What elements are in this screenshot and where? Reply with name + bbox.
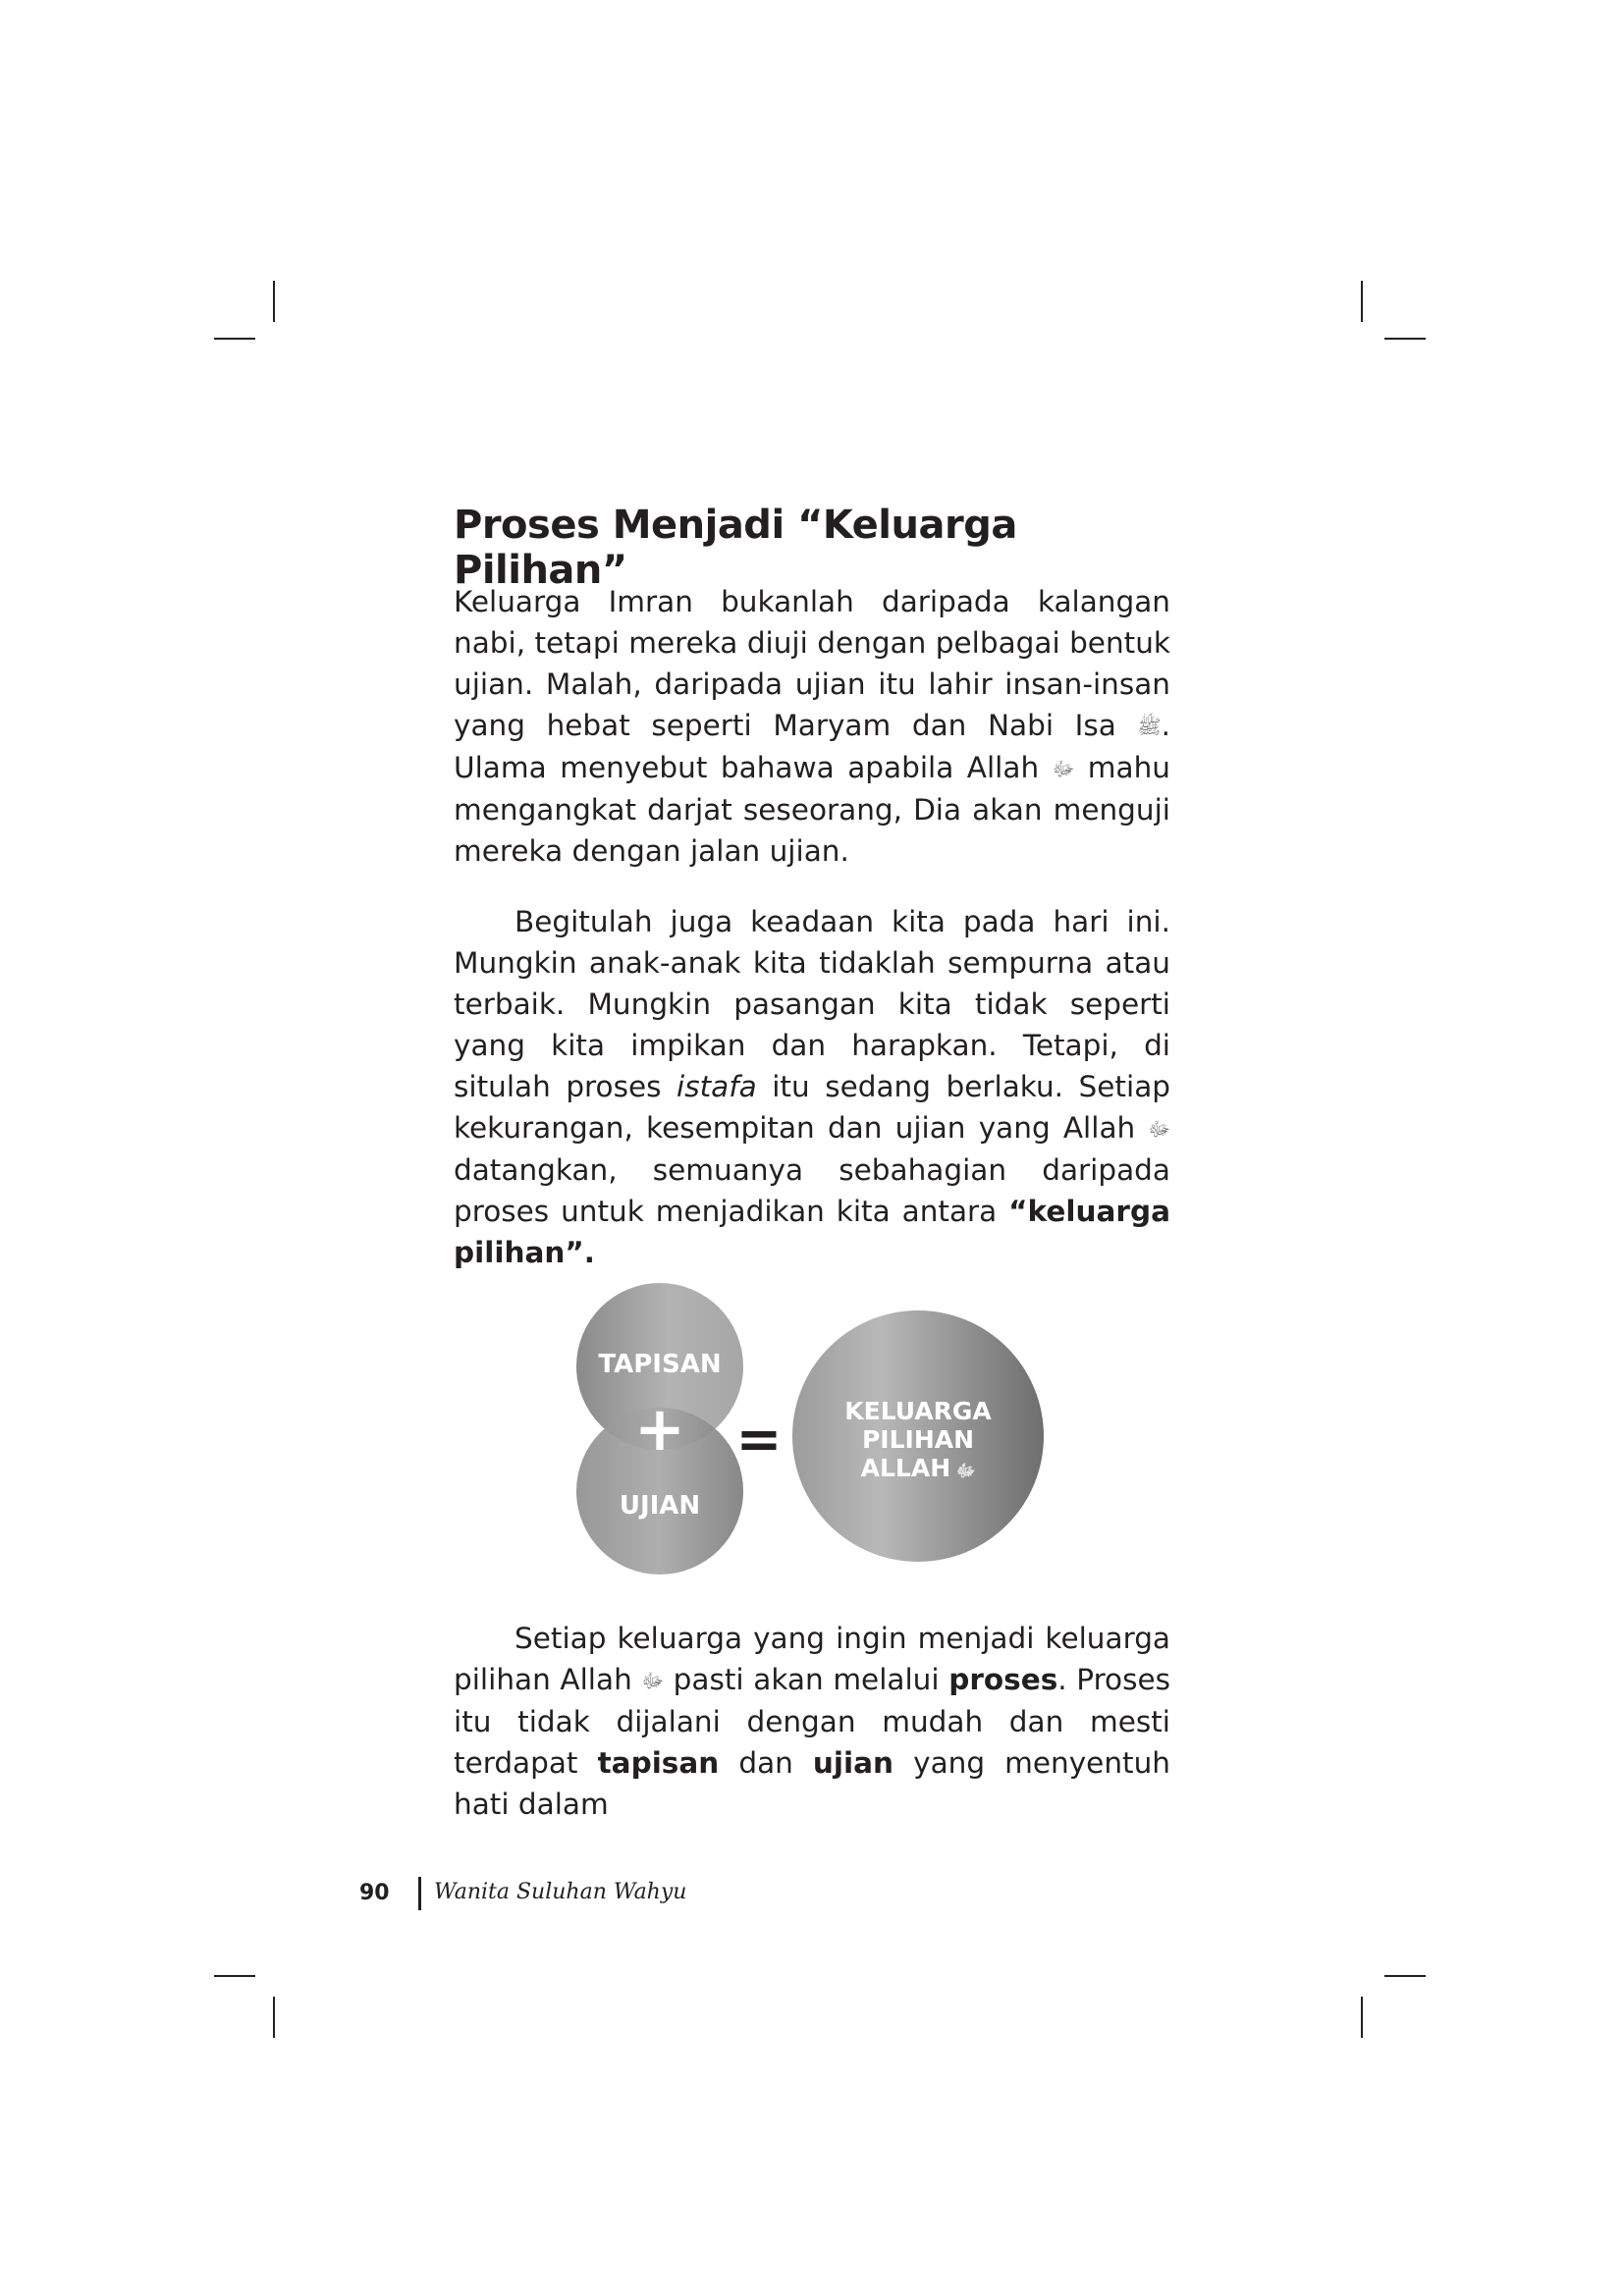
paragraph-3-text-b: pasti akan melalui [664,1663,949,1696]
paragraph-1-text-c: mahu mengangkat darjat seseorang, Dia akan menguji mereka dengan jalan ujian. [454,751,1170,868]
crop-mark-top-right-h [1384,338,1426,340]
swt-icon: ﷻ [641,1669,665,1692]
crop-mark-bottom-right-v [1361,1997,1363,2038]
family-diagram [569,1281,1051,1575]
equals-icon: = [735,1408,783,1471]
crop-mark-top-left-v [273,281,275,322]
footer-divider [418,1877,421,1910]
swt-icon: ﷻ [956,1462,976,1481]
crop-mark-top-left-h [214,338,255,340]
paragraph-3-text-c: . Proses itu tidak dijalani dengan mudah dan mesti terdapat [454,1663,1170,1780]
paragraph-3-bold-proses: proses [948,1663,1058,1696]
paragraph-2-text-a: Begitulah juga keadaan kita pada hari ini. Mungkin anak-anak kita tidaklah sempurna atau terbaik. Mungkin pasangan kita tidak seperti yang kita impikan dan harapkan. Tetapi, di situlah proses [454,905,1170,1103]
section-heading: Proses Menjadi “Keluarga Pilihan” [454,503,1017,593]
book-title: Wanita Suluhan Wahyu [434,1880,687,1904]
crop-mark-bottom-right-h [1384,1975,1426,1977]
alaihissalam-icon: ﷺ [1137,715,1162,738]
paragraph-3-text-d: dan [719,1746,813,1780]
paragraph-2-text-b: itu sedang berlaku. Setiap kekurangan, kesempitan dan ujian yang Allah [454,1070,1170,1145]
result-line-1: KELUARGA [844,1397,992,1425]
crop-mark-bottom-left-h [214,1975,255,1977]
paragraph-2-text-c: datangkan, semuanya sebahagian daripada proses untuk menjadikan kita antara [454,1153,1170,1228]
paragraph-3-text-e: yang menyentuh hati dalam [454,1746,1170,1821]
ujian-label: UJIAN [619,1491,701,1521]
result-line-3-text: ALLAH [860,1454,951,1482]
paragraph-3-bold-ujian: ujian [812,1746,894,1780]
paragraph-1-text-b: . Ulama menyebut bahawa apabila Allah [454,709,1170,784]
paragraph-3 [454,1618,1170,1825]
swt-icon: ﷻ [1148,1117,1170,1141]
paragraph-2-bold: “keluarga pilihan”. [454,1195,1170,1269]
page-number: 90 [359,1881,390,1905]
swt-icon: ﷻ [1052,757,1075,780]
page-footer [359,1875,850,1910]
paragraph-3-bold-tapisan: tapisan [597,1746,720,1780]
plus-icon: + [634,1393,685,1465]
tapisan-label: TAPISAN [598,1350,722,1379]
result-line-2: PILIHAN [861,1425,975,1454]
paragraph-3-text-a: Setiap keluarga yang ingin menjadi keluarga pilihan Allah [454,1622,1170,1696]
paragraph-1 [454,581,1170,872]
paragraph-2 [454,901,1170,1273]
paragraph-2-italic: istafa [677,1070,757,1103]
crop-mark-top-right-v [1361,281,1363,322]
paragraph-1-text-a: Keluarga Imran bukanlah daripada kalangan nabi, tetapi mereka diuji dengan pelbagai bentuk ujian. Malah, daripada ujian itu lahir insan-insan yang hebat seperti Maryam dan Nabi Isa [454,585,1170,742]
crop-mark-bottom-left-v [273,1997,275,2038]
